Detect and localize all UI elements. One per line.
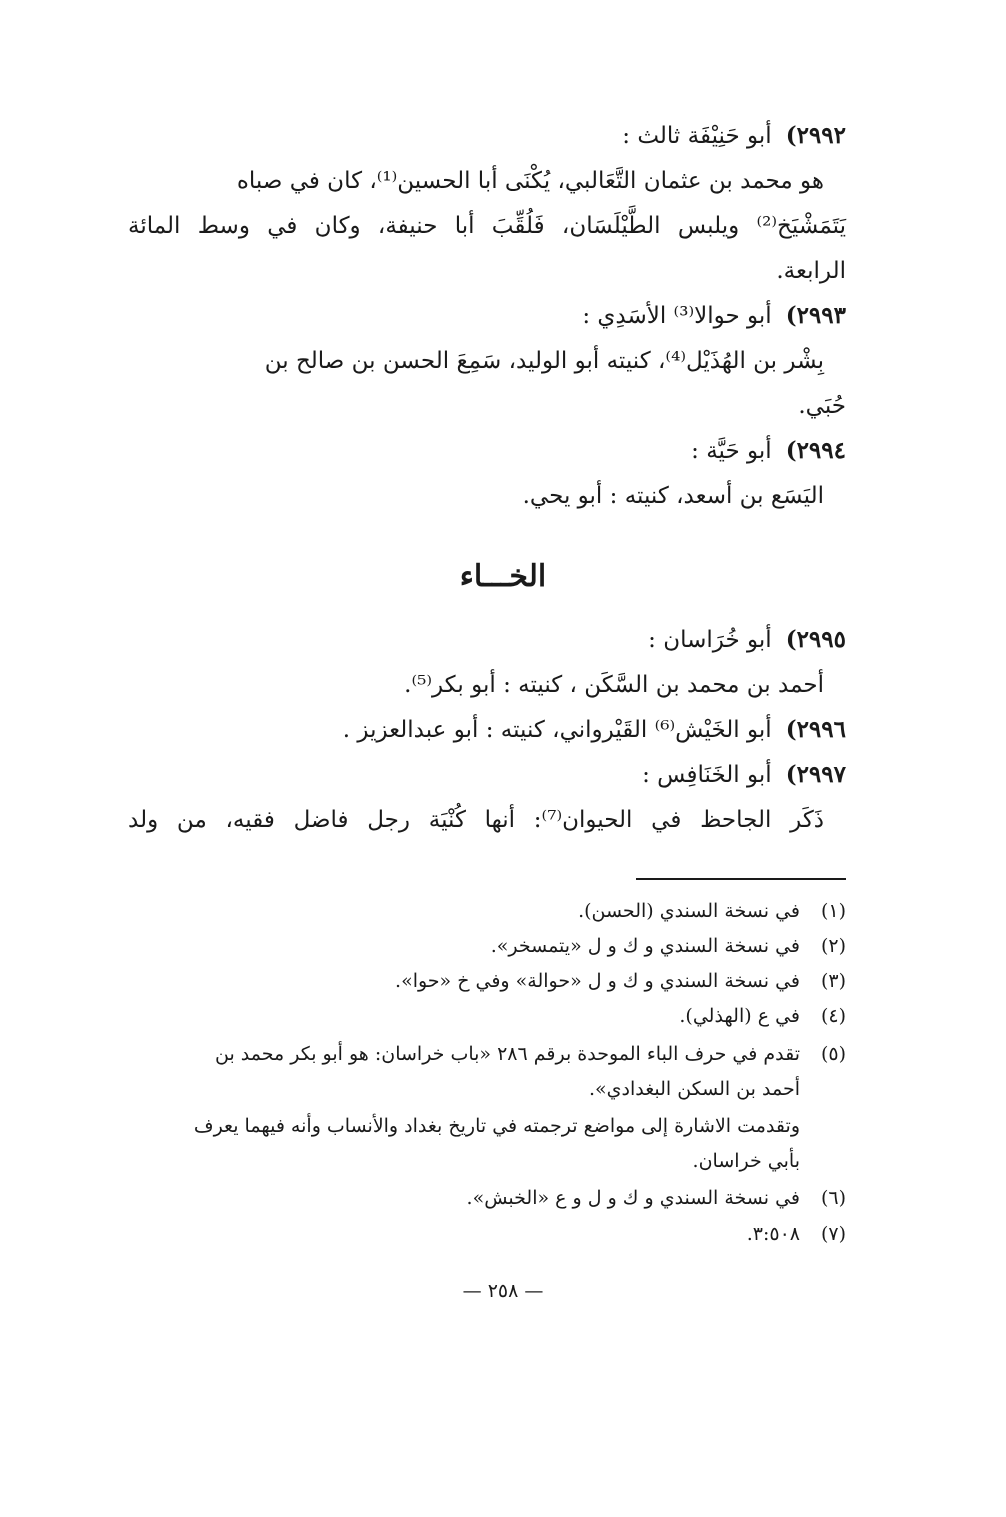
footnote-4: [128, 1000, 846, 1032]
section-title: الخـــاء: [459, 559, 547, 594]
footnote-divider: [636, 878, 846, 880]
entry-body-line: يَتَمَشْيَخ⁽²⁾ ويلبس الطَّيْلَسَان، فَلُقِّبَ أبا حنيفة، وكان في وسط المائة: [128, 213, 846, 239]
footnote-5-continuation: وتقدمت الاشارة إلى مواضع ترجمته في تاريخ بغداد والأنساب وأنه فيهما يعرف: [193, 1115, 800, 1137]
footnote-text: في نسخة السندي و ك و ل «حوالة» وفي خ «حوا».: [395, 970, 800, 992]
entry-heading-2994: [130, 433, 846, 469]
entry-title: أبو الخَنَافِس :: [642, 762, 772, 788]
footnote-3: [128, 965, 846, 997]
footnote-1: [128, 895, 846, 927]
footnote-5-continuation: بأبي خراسان.: [692, 1150, 800, 1172]
footnote-7: [128, 1218, 846, 1250]
entry-body-line: بِشْر بن الهُذَيْل⁽⁴⁾، كنيته أبو الوليد، سَمِعَ الحسن بن صالح بن: [264, 348, 824, 374]
entry-number: ٢٩٩٧): [785, 761, 846, 788]
entry-title: أبو حَنِيْفَة ثالث :: [622, 123, 772, 149]
footnote-number: (٧): [820, 1223, 846, 1245]
footnote-number: (٣): [820, 970, 846, 992]
footnote-number: (٥): [820, 1043, 846, 1065]
entry-title: أبو الخَيْش⁽⁶⁾ القَيْرواني، كنيته : أبو عبدالعزيز .: [342, 717, 772, 743]
entry-number: ٢٩٩٣): [785, 302, 846, 329]
entry-number: ٢٩٩٢): [785, 122, 846, 149]
entry-title: أبو حَيَّة :: [691, 438, 772, 464]
footnote-2: [128, 930, 846, 962]
entry-number: ٢٩٩٦): [785, 716, 846, 743]
footnote-5: [128, 1038, 846, 1070]
entry-body-line: أحمد بن محمد بن السَّكَن ، كنيته : أبو بكر⁽⁵⁾.: [404, 672, 824, 698]
footnote-5-continuation: أحمد بن السكن البغدادي».: [588, 1078, 800, 1100]
entry-heading-2997: [130, 757, 846, 793]
entry-body-line: اليَسَع بن أسعد، كنيته : أبو يحي.: [522, 483, 824, 509]
footnote-number: (٤): [820, 1005, 846, 1027]
footnote-number: (١): [820, 900, 846, 922]
entry-body-line: حُبَي.: [798, 393, 846, 419]
footnote-text: في نسخة السندي و ك و ل «يتمسخر».: [490, 935, 800, 957]
entry-heading-2996: [130, 712, 846, 748]
footnote-6: [128, 1182, 846, 1214]
entry-number: ٢٩٩٥): [785, 626, 846, 653]
entry-number: ٢٩٩٤): [785, 437, 846, 464]
entry-heading-2995: [130, 622, 846, 658]
entry-body-line: هو محمد بن عثمان التَّعَالبي، يُكْنَى أبا الحسين⁽¹⁾، كان في صباه: [236, 168, 824, 194]
footnote-number: (٦): [820, 1187, 846, 1209]
footnote-text: ٣:٥٠٨.: [746, 1223, 800, 1245]
footnote-text: في نسخة السندي (الحسن).: [578, 900, 800, 922]
footnote-text: في نسخة السندي و ك و ل و ع «الخبش».: [466, 1187, 800, 1209]
entry-title: أبو خُرَاسان :: [648, 627, 772, 653]
footnote-text: تقدم في حرف الباء الموحدة برقم ٢٨٦ «باب خراسان: هو أبو بكر محمد بن: [215, 1043, 800, 1065]
entry-body-line: ذَكَر الجاحظ في الحيوان⁽⁷⁾: أنها كُنْيَة رجل فاضل فقيه، من ولد: [128, 807, 825, 833]
footnote-text: في ع (الهذلي).: [679, 1005, 800, 1027]
entry-body-line: الرابعة.: [776, 258, 846, 284]
entry-heading-2992: [130, 118, 846, 154]
entry-title: أبو حوالا⁽³⁾ الأسَدِي :: [582, 303, 772, 329]
footnote-number: (٢): [820, 935, 846, 957]
entry-heading-2993: [130, 298, 846, 334]
page-number: — ٢٥٨ —: [462, 1280, 544, 1302]
